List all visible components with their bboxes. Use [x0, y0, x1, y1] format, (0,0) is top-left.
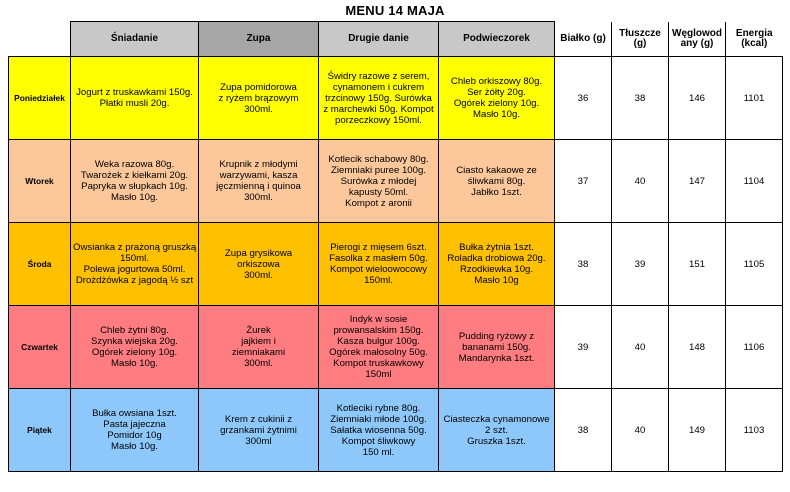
- header-bialko: Białko (g): [555, 22, 612, 57]
- menu-line: Kompot wieloowocowy: [329, 264, 428, 275]
- header-drugie-danie: Drugie danie: [319, 22, 439, 57]
- menu-line: 150ml: [365, 369, 392, 380]
- header-zupa: Zupa: [199, 22, 319, 57]
- cell-zupa: [199, 57, 319, 140]
- menu-line: Chleb orkiszowy 80g.: [450, 76, 543, 87]
- menu-body: [9, 57, 783, 472]
- menu-line: 150ml.: [364, 275, 393, 286]
- menu-line: Bułka owsiana 1szt.: [92, 408, 177, 419]
- menu-line: Ciasteczka cynamonowe: [443, 413, 550, 425]
- cell-podwieczorek: [439, 389, 555, 472]
- cell-sniadanie: [71, 57, 199, 140]
- menu-line: Ogórek zielony 10g.: [91, 347, 178, 358]
- cell-sniadanie: [71, 140, 199, 223]
- cell-energia: 1104: [726, 140, 783, 223]
- menu-line: Kotleciki rybne 80g.: [336, 402, 421, 414]
- cell-podwieczorek: [439, 57, 555, 140]
- cell-bialko: 39: [555, 306, 612, 389]
- menu-line: Masło 10g.: [111, 192, 158, 203]
- menu-line: Kotlecik schabowy 80g.: [328, 153, 429, 165]
- header-weglowodany: [669, 22, 726, 57]
- day-label: Wtorek: [9, 140, 71, 223]
- cell-tluszcze: 40: [612, 306, 669, 389]
- menu-line: trzcinowy 150g. Surówka: [325, 92, 432, 104]
- cell-drugie-danie: [319, 389, 439, 472]
- menu-line: z ryżem brązowym: [218, 92, 299, 104]
- menu-line: Kompot śliwkowy: [341, 435, 416, 447]
- menu-line: 2 szt.: [485, 424, 508, 436]
- cell-energia: 1103: [726, 389, 783, 472]
- page-title: MENU 14 MAJA: [345, 3, 445, 18]
- menu-line: Masło 10g: [474, 275, 519, 286]
- menu-line: Pierogi z mięsem 6szt.: [330, 242, 427, 253]
- cell-tluszcze: 38: [612, 57, 669, 140]
- header-tluszcze-line1: Tłuszcze: [619, 27, 661, 39]
- cell-sniadanie: [71, 223, 199, 306]
- menu-line: 300ml.: [244, 358, 273, 369]
- cell-podwieczorek: [439, 140, 555, 223]
- menu-line: Świdry razowe z serem,: [327, 70, 430, 82]
- menu-line: Ciasto kakaowe ze: [456, 164, 537, 176]
- header-corner: [9, 22, 71, 57]
- cell-sniadanie: [71, 306, 199, 389]
- header-tluszcze-line2: (g): [633, 37, 647, 49]
- cell-zupa: [199, 389, 319, 472]
- cell-energia: 1105: [726, 223, 783, 306]
- cell-drugie-danie: [319, 140, 439, 223]
- cell-drugie-danie: [319, 223, 439, 306]
- cell-sniadanie: [71, 389, 199, 472]
- cell-bialko: 38: [555, 389, 612, 472]
- menu-line: kapusty 50ml.: [348, 186, 409, 198]
- menu-line: Kasza bulgur 100g.: [337, 336, 420, 347]
- cell-bialko: 38: [555, 223, 612, 306]
- menu-line: Twarożek z kiełkami 20g.: [80, 170, 189, 181]
- menu-line: Roladka drobiowa 20g.: [447, 253, 546, 264]
- day-label: Poniedziałek: [9, 57, 71, 140]
- menu-line: Pudding ryżowy z: [458, 330, 535, 342]
- menu-line: Surówka z młodej: [340, 175, 417, 187]
- menu-line: Żurek: [246, 325, 271, 336]
- menu-line: Bułka żytnia 1szt.: [459, 242, 534, 253]
- table-row-czwartek: [9, 306, 783, 389]
- cell-weglowodany: 149: [669, 389, 726, 472]
- menu-line: Owsianka z prażoną gruszką: [73, 242, 197, 253]
- cell-weglowodany: 147: [669, 140, 726, 223]
- header-energia: [726, 22, 783, 57]
- menu-line: Płatki musli 20g.: [99, 98, 170, 109]
- menu-line: Ziemniaki puree 100g.: [331, 164, 426, 176]
- header-tluszcze: [612, 22, 669, 57]
- cell-podwieczorek: [439, 223, 555, 306]
- header-energia-line1: Energia: [735, 27, 773, 39]
- menu-line: Indyk w sosie: [349, 314, 408, 325]
- day-label: Piątek: [9, 389, 71, 472]
- menu-line: Krem z cukinii z: [224, 413, 293, 425]
- menu-line: 150 ml.: [362, 446, 395, 458]
- menu-line: Ser żółty 20g.: [467, 87, 526, 98]
- cell-drugie-danie: [319, 306, 439, 389]
- cell-energia: 1101: [726, 57, 783, 140]
- menu-line: Szynka wiejska 20g.: [91, 336, 178, 347]
- menu-line: Pasta jajeczna: [103, 419, 166, 430]
- day-label: Środa: [9, 223, 71, 306]
- cell-drugie-danie: [319, 57, 439, 140]
- menu-line: Zupa pomidorowa: [220, 81, 297, 93]
- menu-line: 300ml.: [244, 192, 273, 203]
- header-podwieczorek: Podwieczorek: [439, 22, 555, 57]
- cell-zupa: [199, 140, 319, 223]
- cell-tluszcze: 40: [612, 389, 669, 472]
- menu-line: Papryka w słupkach 10g.: [81, 181, 188, 192]
- menu-line: Drożdżówka z jagodą ½ szt: [75, 275, 194, 286]
- cell-zupa: [199, 223, 319, 306]
- header-energia-line2: (kcal): [741, 37, 768, 49]
- menu-line: Ogórek małosolny 50g.: [329, 347, 428, 358]
- cell-tluszcze: 40: [612, 140, 669, 223]
- menu-line: Weka razowa 80g.: [94, 159, 175, 170]
- cell-zupa: [199, 306, 319, 389]
- table-row-poniedzialek: [9, 57, 783, 140]
- menu-line: cynamonem i cukrem: [332, 81, 425, 93]
- table-row-sroda: [9, 223, 783, 306]
- header-row: [9, 22, 783, 57]
- menu-line: prowansalskim 150g.: [333, 325, 424, 336]
- menu-line: orkiszowa: [237, 258, 280, 270]
- menu-line: Pomidor 10g: [107, 430, 162, 441]
- table-row-wtorek: [9, 140, 783, 223]
- menu-table: [8, 21, 783, 472]
- day-label: Czwartek: [9, 306, 71, 389]
- cell-tluszcze: 39: [612, 223, 669, 306]
- menu-line: Rzodkiewka 10g.: [459, 264, 534, 275]
- header-sniadanie: Śniadanie: [71, 22, 199, 57]
- cell-weglowodany: 151: [669, 223, 726, 306]
- menu-line: jajkiem i: [241, 336, 276, 347]
- menu-line: grzankami żytnimi: [220, 424, 297, 436]
- menu-line: Fasolka z masłem 50g.: [329, 253, 428, 264]
- menu-line: Krupnik z młodymi: [219, 159, 298, 170]
- header-weglowodany-line1: Węglowod: [672, 27, 722, 39]
- cell-bialko: 37: [555, 140, 612, 223]
- menu-line: śliwkami 80g.: [467, 175, 526, 187]
- menu-line: warzywami, kasza: [219, 170, 298, 181]
- menu-line: 300ml.: [244, 269, 273, 281]
- menu-line: Gruszka 1szt.: [467, 435, 526, 447]
- menu-line: 300ml.: [244, 103, 273, 115]
- menu-line: z marchewki 50g. Kompot: [323, 103, 434, 115]
- menu-line: 150ml.: [120, 253, 149, 264]
- cell-weglowodany: 146: [669, 57, 726, 140]
- menu-line: Masło 10g.: [473, 109, 520, 120]
- menu-line: Jogurt z truskawkami 150g.: [76, 87, 193, 98]
- menu-line: Polewa jogurtowa 50ml.: [83, 264, 186, 275]
- menu-line: 300ml: [245, 435, 272, 447]
- header-weglowodany-line2: any (g): [680, 37, 714, 49]
- cell-weglowodany: 148: [669, 306, 726, 389]
- menu-line: Zupa grysikowa: [224, 247, 293, 259]
- menu-line: Mandarynka 1szt.: [458, 352, 535, 364]
- menu-line: Kompot truskawkowy: [333, 358, 424, 369]
- menu-line: Kompot z aronii: [345, 197, 412, 209]
- menu-line: Ziemniaki młode 100g.: [330, 413, 427, 425]
- menu-line: ziemniakami: [231, 347, 286, 358]
- menu-line: Ogórek zielony 10g.: [453, 98, 540, 109]
- menu-line: porzeczkowy 150ml.: [335, 114, 422, 126]
- menu-line: Jabłko 1szt.: [471, 186, 522, 198]
- menu-line: Masło 10g.: [111, 441, 158, 452]
- cell-bialko: 36: [555, 57, 612, 140]
- table-row-piatek: [9, 389, 783, 472]
- menu-line: Chleb żytni 80g.: [100, 325, 169, 336]
- menu-line: Sałatka wiosenna 50g.: [330, 424, 427, 436]
- menu-line: Masło 10g.: [111, 358, 158, 369]
- cell-energia: 1106: [726, 306, 783, 389]
- menu-line: bananami 150g.: [462, 341, 531, 353]
- cell-podwieczorek: [439, 306, 555, 389]
- menu-line: jęczmienną i quinoa: [216, 181, 301, 192]
